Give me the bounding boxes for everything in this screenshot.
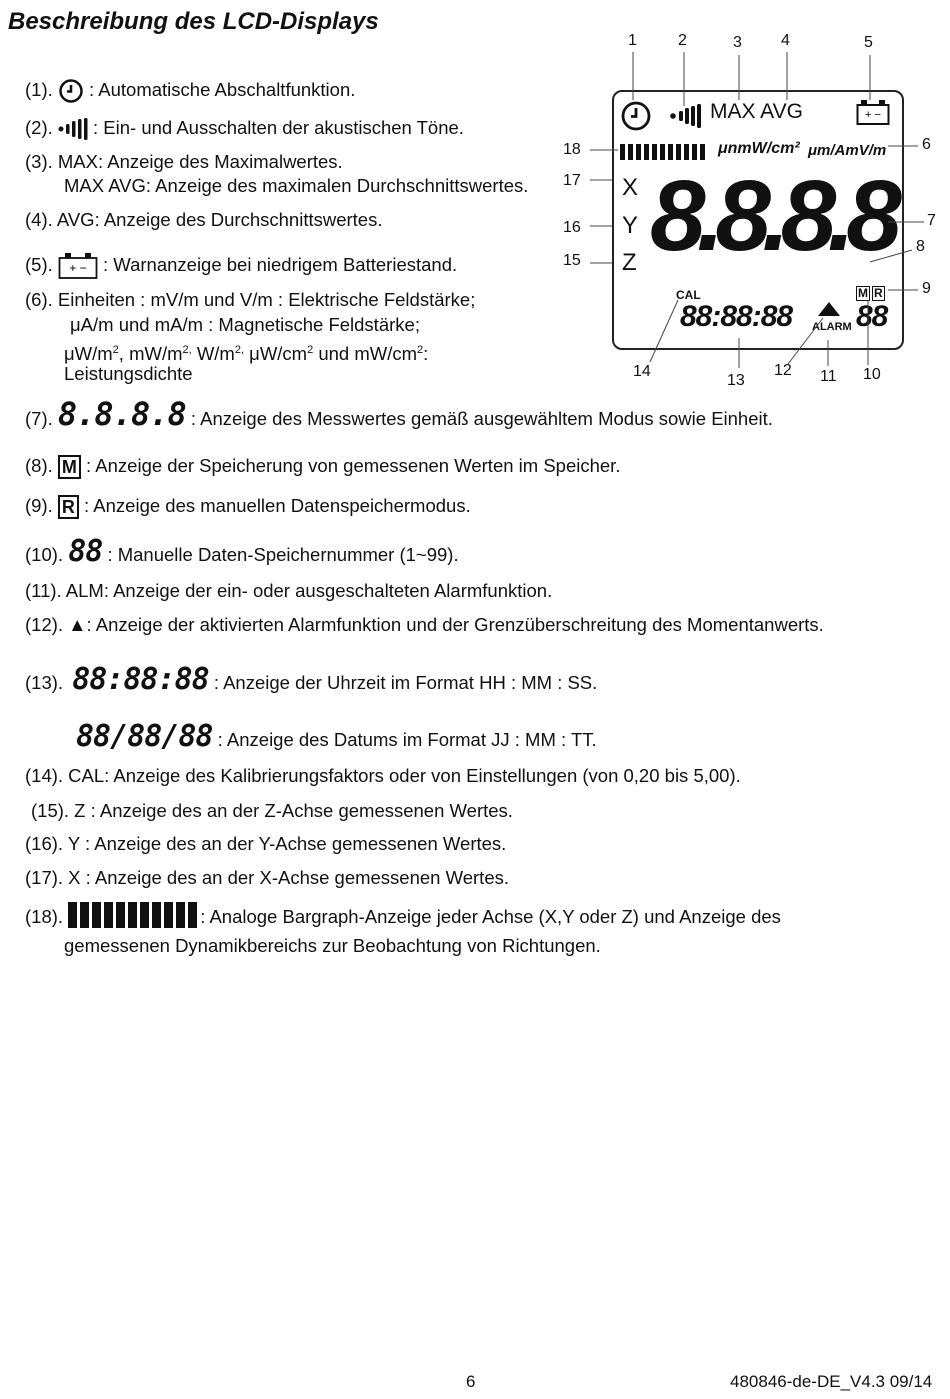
digits-icon: 8.8.8.8 <box>57 395 186 433</box>
lcd-m: M <box>858 286 868 300</box>
callout-15: 15 <box>563 252 581 269</box>
item-9: (9). R : Anzeige des manuellen Datenspeichermodus. <box>25 495 471 518</box>
time-digits-icon: 88:88:88 <box>72 662 209 697</box>
item-13-time: (13). 88:88:88 : Anzeige der Uhrzeit im Format HH : MM : SS. <box>25 662 598 697</box>
lcd-battery-text: + − <box>865 109 881 121</box>
callout-17: 17 <box>563 172 581 189</box>
item-17: (17). X : Anzeige des an der X-Achse gemessenen Wertes. <box>25 867 509 888</box>
item-2: (2). : Ein- und Ausschalten der akustischen Töne. <box>25 116 464 140</box>
callout-4: 4 <box>781 32 790 49</box>
lcd-cal: CAL <box>676 288 701 302</box>
item-4: (4). AVG: Anzeige des Durchschnittswertes. <box>25 209 383 230</box>
item-15: (15). Z : Anzeige des an der Z-Achse gemessenen Wertes. <box>31 800 513 821</box>
lcd-max-avg: MAX AVG <box>710 100 803 123</box>
callout-lines <box>0 0 950 420</box>
item-14: (14). CAL: Anzeige des Kalibrierungsfaktors oder von Einstellungen (von 0,20 bis 5,00). <box>25 765 741 786</box>
item-3-line-2: MAX AVG: Anzeige des maximalen Durchschnittswertes. <box>64 175 529 196</box>
callout-6: 6 <box>922 136 931 153</box>
lcd-y: Y <box>622 212 639 239</box>
lcd-r: R <box>874 286 883 300</box>
lcd-memory-number: 88 <box>856 300 888 333</box>
item-13-date: 88/88/88 : Anzeige des Datums im Format JJ : MM : TT. <box>76 719 597 754</box>
item-6-line-4: Leistungsdichte <box>64 363 193 384</box>
bargraph-icon <box>68 902 200 934</box>
item-16: (16). Y : Anzeige des an der Y-Achse gemessenen Wertes. <box>25 833 507 854</box>
lcd-time: 88:88:88 <box>680 300 793 333</box>
callout-13: 13 <box>727 372 745 389</box>
lcd-units-2: μm/AmV/m <box>808 142 887 159</box>
item-12: (12). ▲: Anzeige der aktivierten Alarmfunktion und der Grenzüberschreitung des Momentanwerts. <box>25 614 824 635</box>
callout-9: 9 <box>922 280 931 297</box>
item-5: (5). + − : Warnanzeige bei niedrigem Batteriestand. <box>25 252 457 280</box>
item-7: (7). 8.8.8.8 : Anzeige des Messwertes gemäß ausgewähltem Modus sowie Einheit. <box>25 395 773 433</box>
callout-5: 5 <box>864 34 873 51</box>
memory-m-icon: M <box>58 455 81 479</box>
callout-7: 7 <box>927 212 936 229</box>
page-number: 6 <box>466 1372 476 1391</box>
lcd-big-digits: 8.8.8.8 <box>650 160 893 272</box>
battery-icon-text: + − <box>69 261 87 275</box>
date-digits-icon: 88/88/88 <box>76 719 213 754</box>
callout-3: 3 <box>733 34 742 51</box>
item-18-line-2: gemessenen Dynamikbereichs zur Beobachtung von Richtungen. <box>64 935 601 956</box>
item-3-line-1: (3). MAX: Anzeige des Maximalwertes. <box>25 151 343 172</box>
page-title: Beschreibung des LCD-Displays <box>8 8 379 35</box>
callout-18: 18 <box>563 141 581 158</box>
item-6-line-3: $\mu W/m^2$, $mW/m^{2,}$ $W/m^{2,}$ $\mu W/cm^2$ und $mW/cm^2$: <box>64 343 429 365</box>
lcd-z: Z <box>622 249 637 276</box>
callout-2: 2 <box>678 32 687 49</box>
document-id: 480846-de-DE_V4.3 09/14 <box>730 1372 933 1391</box>
lcd-x: X <box>622 174 639 201</box>
item-6-line-1: (6). Einheiten : mV/m und V/m : Elektrische Feldstärke; <box>25 289 476 310</box>
callout-11: 11 <box>820 368 837 385</box>
item-1: (1). : Automatische Abschaltfunktion. <box>25 78 355 104</box>
item-6-line-2: μA/m und mA/m : Magnetische Feldstärke; <box>70 314 420 335</box>
lcd-units-1: μnmW/cm² <box>718 140 800 157</box>
item-8: (8). M : Anzeige der Speicherung von gemessenen Werten im Speicher. <box>25 455 621 478</box>
callout-16: 16 <box>563 219 581 236</box>
callout-12: 12 <box>774 362 792 379</box>
item-10: (10). 88 : Manuelle Daten-Speichernummer (1~99). <box>25 534 459 569</box>
callout-8: 8 <box>916 238 925 255</box>
item-11: (11). ALM: Anzeige der ein- oder ausgeschalteten Alarmfunktion. <box>25 580 553 601</box>
callout-14: 14 <box>633 363 651 380</box>
recall-r-icon: R <box>58 495 79 519</box>
callout-10: 10 <box>863 366 881 383</box>
memory-number-icon: 88 <box>68 534 103 569</box>
item-18-line-1: (18). : Analoge Bargraph-Anzeige jeder Achse (X,Y oder Z) und Anzeige des <box>25 902 781 934</box>
lcd-alarm: ALARM <box>812 321 852 333</box>
callout-1: 1 <box>628 32 637 49</box>
